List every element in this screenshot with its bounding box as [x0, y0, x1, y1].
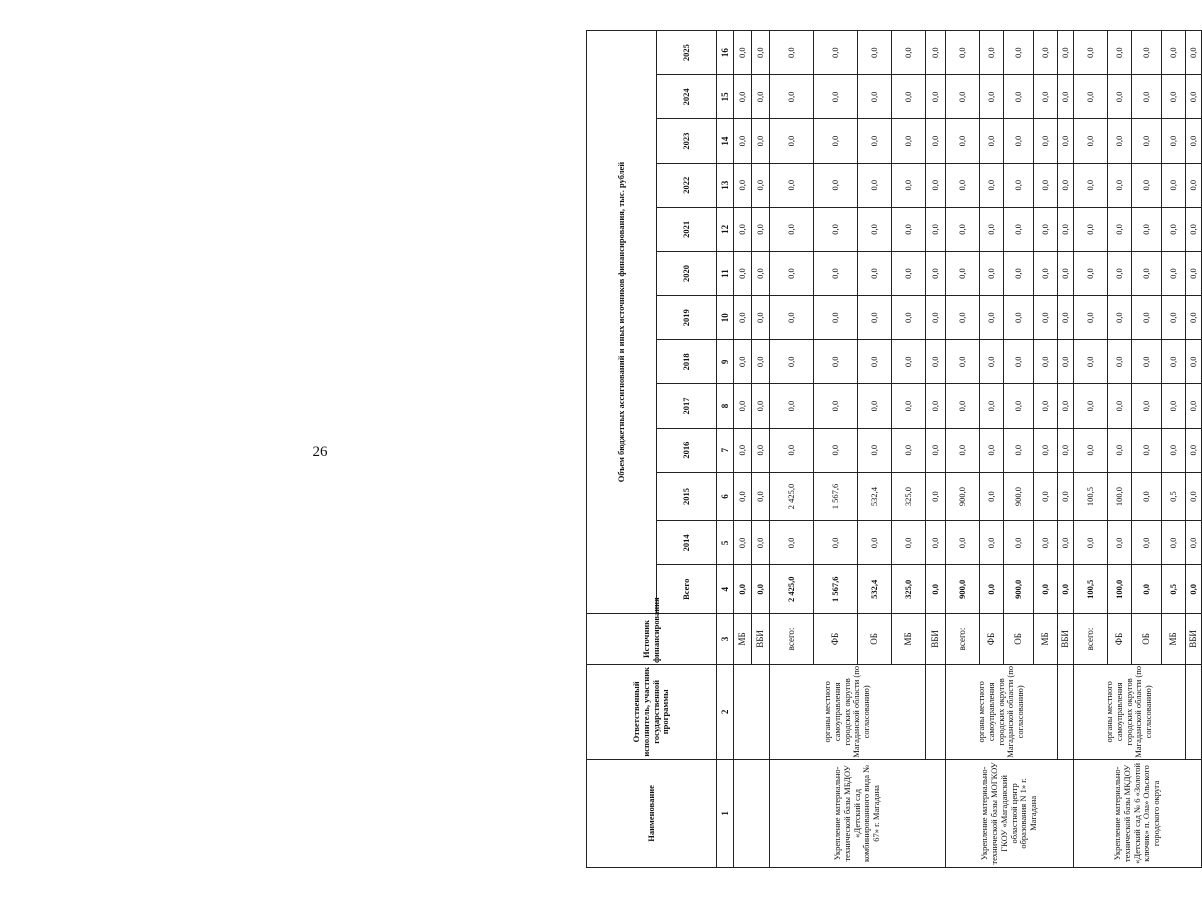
table-row	[770, 31, 814, 868]
value-cell: 0,0	[1132, 340, 1162, 384]
value-cell: 0,0	[734, 340, 752, 384]
program-name-cell: Укрепление материально-технической базы МОГКОУ ГКОУ «Магаданский областной центр образования N 1» г. Магадана	[946, 759, 1074, 867]
column-number: 11	[717, 251, 734, 295]
value-cell: 0,0	[1034, 340, 1058, 384]
value-cell: 0,0	[980, 428, 1004, 472]
header-total: Всего	[657, 565, 717, 614]
value-cell: 0,0	[892, 75, 926, 119]
value-cell: 0,0	[946, 251, 980, 295]
header-year: 2019	[657, 296, 717, 340]
value-cell: 0,0	[734, 296, 752, 340]
page-number: 26	[312, 444, 328, 460]
value-cell: 0,0	[858, 296, 892, 340]
value-cell: 100,0	[1108, 472, 1132, 521]
value-cell: 0,0	[946, 296, 980, 340]
value-cell: 0,0	[1108, 31, 1132, 75]
value-cell: 325,0	[892, 472, 926, 521]
value-cell: 0,0	[1004, 207, 1034, 251]
value-cell: 0,0	[1162, 296, 1186, 340]
value-cell: 0,0	[892, 251, 926, 295]
value-cell: 0,0	[1162, 163, 1186, 207]
value-cell: 0,0	[752, 251, 770, 295]
value-cell: 0,0	[946, 521, 980, 565]
source-cell: МБ	[1162, 614, 1186, 665]
value-cell: 0,0	[1186, 565, 1202, 614]
header-name: Наименование	[587, 759, 717, 867]
value-cell: 0,0	[858, 119, 892, 163]
value-cell: 0,0	[1162, 521, 1186, 565]
value-cell: 0,0	[734, 251, 752, 295]
value-cell: 0,0	[1186, 31, 1202, 75]
source-cell: ОБ	[858, 614, 892, 665]
value-cell: 0,0	[814, 75, 858, 119]
value-cell: 0,0	[1058, 384, 1074, 428]
value-cell: 0,0	[1162, 75, 1186, 119]
rotated-table-wrapper	[586, 30, 1199, 868]
column-number: 4	[717, 565, 734, 614]
value-cell: 0,0	[1058, 207, 1074, 251]
value-cell: 0,0	[1074, 428, 1108, 472]
value-cell: 0,0	[1074, 31, 1108, 75]
value-cell: 0,0	[770, 384, 814, 428]
value-cell: 0,0	[980, 565, 1004, 614]
executor-cell	[734, 664, 770, 759]
value-cell: 0,0	[770, 296, 814, 340]
value-cell: 0,0	[752, 384, 770, 428]
value-cell: 0,0	[858, 521, 892, 565]
source-cell: ОБ	[1004, 614, 1034, 665]
value-cell: 0,0	[1186, 163, 1202, 207]
value-cell: 0,0	[814, 163, 858, 207]
value-cell: 0,0	[752, 207, 770, 251]
value-cell: 0,0	[980, 384, 1004, 428]
value-cell: 0,0	[734, 163, 752, 207]
value-cell: 325,0	[892, 565, 926, 614]
value-cell: 0,0	[946, 384, 980, 428]
value-cell: 100,5	[1074, 565, 1108, 614]
value-cell: 0,0	[980, 31, 1004, 75]
value-cell: 0,0	[1034, 384, 1058, 428]
value-cell: 0,0	[1034, 163, 1058, 207]
value-cell: 0,0	[1162, 428, 1186, 472]
source-cell: ВБИ	[1058, 614, 1074, 665]
value-cell: 0,0	[892, 428, 926, 472]
value-cell: 0,0	[946, 207, 980, 251]
value-cell: 0,0	[1186, 472, 1202, 521]
value-cell: 0,0	[926, 31, 946, 75]
value-cell: 0,0	[734, 428, 752, 472]
value-cell: 0,0	[926, 340, 946, 384]
column-number: 12	[717, 207, 734, 251]
value-cell: 0,0	[1034, 207, 1058, 251]
table-row	[926, 31, 946, 868]
value-cell: 2 425,0	[770, 565, 814, 614]
value-cell: 100,0	[1108, 565, 1132, 614]
value-cell: 0,0	[926, 296, 946, 340]
header-year: 2021	[657, 207, 717, 251]
value-cell: 0,0	[926, 521, 946, 565]
value-cell: 0,0	[1034, 296, 1058, 340]
value-cell: 0,0	[1108, 428, 1132, 472]
value-cell: 0,0	[1004, 384, 1034, 428]
value-cell: 0,0	[1058, 340, 1074, 384]
value-cell: 0,0	[1108, 384, 1132, 428]
value-cell: 0,0	[752, 163, 770, 207]
value-cell: 0,0	[814, 428, 858, 472]
value-cell: 0,0	[1004, 75, 1034, 119]
source-cell: ВБИ	[1186, 614, 1202, 665]
value-cell: 0,0	[1132, 472, 1162, 521]
value-cell: 0,0	[926, 207, 946, 251]
value-cell: 0,0	[814, 296, 858, 340]
source-cell: ОБ	[1132, 614, 1162, 665]
table-row	[1186, 31, 1202, 868]
value-cell: 0,0	[752, 119, 770, 163]
value-cell: 0,0	[734, 207, 752, 251]
value-cell: 0,0	[1004, 296, 1034, 340]
value-cell: 0,0	[858, 31, 892, 75]
value-cell: 0,0	[752, 75, 770, 119]
value-cell: 900,0	[946, 472, 980, 521]
value-cell: 0,0	[734, 384, 752, 428]
column-number: 3	[717, 614, 734, 665]
value-cell: 1 567,6	[814, 472, 858, 521]
financing-table	[586, 30, 1202, 868]
header-year: 2023	[657, 119, 717, 163]
table-row	[946, 31, 980, 868]
value-cell: 0,0	[1108, 163, 1132, 207]
value-cell: 0,0	[858, 251, 892, 295]
value-cell: 0,0	[980, 251, 1004, 295]
value-cell: 0,0	[752, 472, 770, 521]
value-cell: 0,0	[770, 251, 814, 295]
header-executor: Ответственный исполнитель, участник государственной программы	[587, 664, 717, 759]
value-cell: 532,4	[858, 472, 892, 521]
value-cell: 0,0	[1132, 521, 1162, 565]
value-cell: 0,0	[770, 75, 814, 119]
value-cell: 0,0	[1004, 31, 1034, 75]
program-name-cell: Укрепление материально-технической базы МКДОУ «Детский сад № 6 «Золотой ключик» п. Ола» Ольского городского округа	[1074, 759, 1202, 867]
value-cell: 0,0	[814, 251, 858, 295]
header-year: 2017	[657, 384, 717, 428]
value-cell: 0,0	[752, 428, 770, 472]
value-cell: 0,0	[892, 31, 926, 75]
value-cell: 0,0	[1162, 384, 1186, 428]
value-cell: 0,0	[1132, 428, 1162, 472]
value-cell: 0,0	[1132, 565, 1162, 614]
value-cell: 0,0	[1034, 119, 1058, 163]
value-cell: 0,0	[892, 384, 926, 428]
value-cell: 0,0	[946, 119, 980, 163]
header-year: 2020	[657, 251, 717, 295]
value-cell: 0,5	[1162, 565, 1186, 614]
value-cell: 0,0	[770, 340, 814, 384]
value-cell: 0,0	[1034, 251, 1058, 295]
value-cell: 0,0	[1074, 251, 1108, 295]
value-cell: 0,0	[1186, 207, 1202, 251]
value-cell: 0,0	[814, 521, 858, 565]
value-cell: 0,0	[1034, 428, 1058, 472]
column-number: 14	[717, 119, 734, 163]
value-cell: 0,0	[734, 521, 752, 565]
value-cell: 0,0	[1162, 31, 1186, 75]
source-cell: всего:	[770, 614, 814, 665]
value-cell: 0,0	[770, 207, 814, 251]
source-cell: всего:	[946, 614, 980, 665]
name-cell	[734, 759, 770, 867]
value-cell: 0,0	[752, 565, 770, 614]
value-cell: 0,0	[926, 251, 946, 295]
value-cell: 0,0	[1132, 163, 1162, 207]
value-cell: 0,0	[734, 75, 752, 119]
value-cell: 900,0	[1004, 472, 1034, 521]
value-cell: 0,0	[734, 565, 752, 614]
value-cell: 0,0	[980, 472, 1004, 521]
header-year: 2025	[657, 31, 717, 75]
value-cell: 0,0	[1108, 251, 1132, 295]
value-cell: 0,0	[1108, 521, 1132, 565]
value-cell: 0,0	[892, 163, 926, 207]
value-cell: 0,0	[926, 384, 946, 428]
table-row	[734, 31, 752, 868]
header-source: Источник финансирования	[587, 614, 717, 665]
column-number: 2	[717, 664, 734, 759]
value-cell: 0,0	[1034, 31, 1058, 75]
value-cell: 0,0	[946, 163, 980, 207]
value-cell: 0,0	[946, 31, 980, 75]
executor-empty-cell	[1186, 664, 1202, 759]
value-cell: 0,0	[1058, 296, 1074, 340]
value-cell: 100,5	[1074, 472, 1108, 521]
source-cell: МБ	[1034, 614, 1058, 665]
value-cell: 0,0	[1132, 75, 1162, 119]
value-cell: 0,5	[1162, 472, 1186, 521]
value-cell: 0,0	[1186, 428, 1202, 472]
value-cell: 0,0	[1058, 163, 1074, 207]
value-cell: 0,0	[1108, 207, 1132, 251]
value-cell: 0,0	[1186, 75, 1202, 119]
value-cell: 0,0	[926, 119, 946, 163]
executor-cell: органы местного самоуправления городских округов Магаданской области (по согласованию)	[770, 664, 926, 759]
value-cell: 0,0	[892, 340, 926, 384]
value-cell: 0,0	[980, 119, 1004, 163]
value-cell: 900,0	[1004, 565, 1034, 614]
value-cell: 0,0	[858, 75, 892, 119]
value-cell: 0,0	[926, 565, 946, 614]
value-cell: 0,0	[980, 163, 1004, 207]
value-cell: 0,0	[858, 163, 892, 207]
value-cell: 0,0	[1074, 163, 1108, 207]
value-cell: 0,0	[1034, 75, 1058, 119]
value-cell: 0,0	[752, 521, 770, 565]
header-year: 2014	[657, 521, 717, 565]
value-cell: 0,0	[1162, 340, 1186, 384]
header-year: 2024	[657, 75, 717, 119]
value-cell: 0,0	[1108, 119, 1132, 163]
column-number: 6	[717, 472, 734, 521]
column-number: 1	[717, 759, 734, 867]
value-cell: 0,0	[892, 296, 926, 340]
value-cell: 0,0	[734, 31, 752, 75]
column-number: 15	[717, 75, 734, 119]
value-cell: 0,0	[770, 428, 814, 472]
value-cell: 0,0	[1004, 119, 1034, 163]
value-cell: 0,0	[1186, 296, 1202, 340]
executor-empty-cell	[1058, 664, 1074, 759]
value-cell: 0,0	[1034, 472, 1058, 521]
header-year: 2018	[657, 340, 717, 384]
source-cell: ФБ	[814, 614, 858, 665]
value-cell: 0,0	[1132, 251, 1162, 295]
value-cell: 0,0	[1058, 565, 1074, 614]
value-cell: 0,0	[1132, 31, 1162, 75]
value-cell: 0,0	[858, 428, 892, 472]
value-cell: 0,0	[814, 384, 858, 428]
value-cell: 0,0	[1186, 340, 1202, 384]
value-cell: 0,0	[1162, 207, 1186, 251]
source-cell: МБ	[892, 614, 926, 665]
value-cell: 0,0	[1004, 428, 1034, 472]
source-cell: ВБИ	[752, 614, 770, 665]
value-cell: 0,0	[980, 296, 1004, 340]
column-number: 10	[717, 296, 734, 340]
value-cell: 0,0	[1108, 296, 1132, 340]
value-cell: 0,0	[734, 119, 752, 163]
value-cell: 0,0	[752, 296, 770, 340]
value-cell: 0,0	[1108, 75, 1132, 119]
value-cell: 0,0	[892, 119, 926, 163]
header-year: 2016	[657, 428, 717, 472]
value-cell: 0,0	[1074, 340, 1108, 384]
value-cell: 0,0	[1004, 251, 1034, 295]
executor-cell: органы местного самоуправления городских округов Магаданской области (по согласованию)	[946, 664, 1058, 759]
value-cell: 0,0	[1132, 296, 1162, 340]
value-cell: 0,0	[1162, 251, 1186, 295]
header-year: 2015	[657, 472, 717, 521]
value-cell: 0,0	[1074, 75, 1108, 119]
value-cell: 0,0	[1058, 31, 1074, 75]
value-cell: 0,0	[1058, 251, 1074, 295]
column-number: 13	[717, 163, 734, 207]
value-cell: 900,0	[946, 565, 980, 614]
source-cell: ФБ	[980, 614, 1004, 665]
value-cell: 0,0	[892, 207, 926, 251]
value-cell: 0,0	[814, 207, 858, 251]
value-cell: 0,0	[1108, 340, 1132, 384]
value-cell: 0,0	[814, 119, 858, 163]
value-cell: 0,0	[1074, 296, 1108, 340]
value-cell: 0,0	[1004, 521, 1034, 565]
value-cell: 0,0	[1132, 384, 1162, 428]
source-cell: ВБИ	[926, 614, 946, 665]
value-cell: 0,0	[858, 207, 892, 251]
value-cell: 0,0	[1186, 521, 1202, 565]
value-cell: 0,0	[1074, 521, 1108, 565]
value-cell: 532,4	[858, 565, 892, 614]
value-cell: 0,0	[926, 163, 946, 207]
value-cell: 0,0	[946, 428, 980, 472]
value-cell: 0,0	[980, 521, 1004, 565]
column-number: 5	[717, 521, 734, 565]
value-cell: 0,0	[770, 163, 814, 207]
value-cell: 0,0	[980, 340, 1004, 384]
executor-cell: органы местного самоуправления городских округов Магаданской области (по согласованию)	[1074, 664, 1186, 759]
value-cell: 2 425,0	[770, 472, 814, 521]
value-cell: 0,0	[1004, 163, 1034, 207]
value-cell: 0,0	[1058, 75, 1074, 119]
value-cell: 0,0	[980, 75, 1004, 119]
value-cell: 0,0	[752, 340, 770, 384]
value-cell: 0,0	[770, 31, 814, 75]
value-cell: 0,0	[1186, 251, 1202, 295]
header-year: 2022	[657, 163, 717, 207]
value-cell: 0,0	[734, 472, 752, 521]
value-cell: 0,0	[1162, 119, 1186, 163]
value-cell: 0,0	[946, 75, 980, 119]
table-row	[1058, 31, 1074, 868]
value-cell: 0,0	[1074, 119, 1108, 163]
value-cell: 0,0	[1132, 119, 1162, 163]
value-cell: 0,0	[1074, 384, 1108, 428]
value-cell: 0,0	[1058, 428, 1074, 472]
value-cell: 0,0	[926, 75, 946, 119]
value-cell: 0,0	[858, 340, 892, 384]
value-cell: 0,0	[1186, 384, 1202, 428]
value-cell: 0,0	[980, 207, 1004, 251]
value-cell: 0,0	[770, 119, 814, 163]
value-cell: 1 567,6	[814, 565, 858, 614]
executor-empty-cell	[926, 664, 946, 759]
value-cell: 0,0	[770, 521, 814, 565]
table-row	[1074, 31, 1108, 868]
value-cell: 0,0	[1132, 207, 1162, 251]
value-cell: 0,0	[814, 31, 858, 75]
value-cell: 0,0	[1074, 207, 1108, 251]
column-number: 16	[717, 31, 734, 75]
column-number: 7	[717, 428, 734, 472]
value-cell: 0,0	[1058, 472, 1074, 521]
value-cell: 0,0	[858, 384, 892, 428]
source-cell: всего:	[1074, 614, 1108, 665]
value-cell: 0,0	[1186, 119, 1202, 163]
source-cell: МБ	[734, 614, 752, 665]
value-cell: 0,0	[926, 428, 946, 472]
program-name-cell: Укрепление материально-технической базы МБДОУ «Детский сад комбинированного вида № 67» г. Магадана	[770, 759, 946, 867]
column-number: 9	[717, 340, 734, 384]
source-cell: ФБ	[1108, 614, 1132, 665]
value-cell: 0,0	[1034, 565, 1058, 614]
column-number: 8	[717, 384, 734, 428]
value-cell: 0,0	[926, 472, 946, 521]
value-cell: 0,0	[1034, 521, 1058, 565]
value-cell: 0,0	[1058, 521, 1074, 565]
header-volume: Объем бюджетных ассигнований и иных источников финансирования, тыс. рублей	[587, 31, 657, 614]
value-cell: 0,0	[946, 340, 980, 384]
value-cell: 0,0	[892, 521, 926, 565]
value-cell: 0,0	[1004, 340, 1034, 384]
value-cell: 0,0	[752, 31, 770, 75]
value-cell: 0,0	[814, 340, 858, 384]
value-cell: 0,0	[1058, 119, 1074, 163]
